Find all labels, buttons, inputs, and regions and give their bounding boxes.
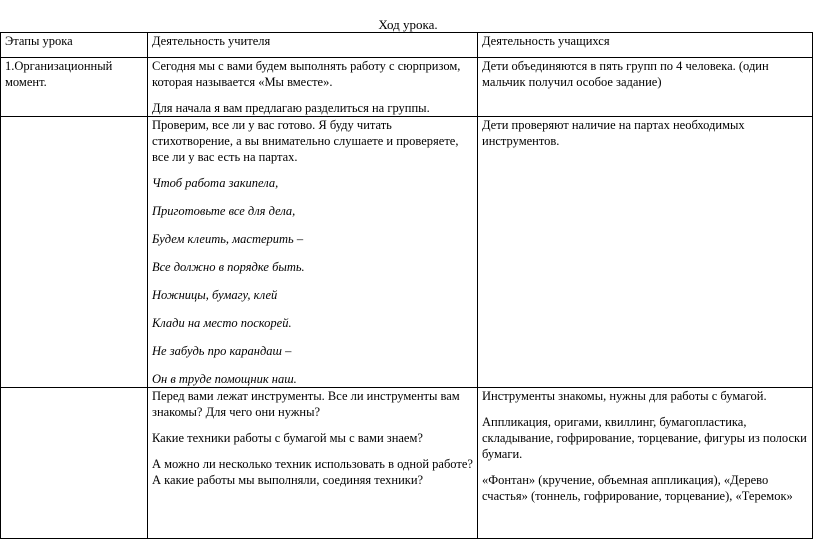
student-activity-cell bbox=[478, 58, 813, 117]
stage-text: 1.Организационный момент. bbox=[5, 59, 113, 89]
student-text: «Фонтан» (кручение, объемная аппликация), «Дерево счастья» (тоннель, гофрирование, торцевание), «Теремок» bbox=[482, 473, 793, 503]
table-row bbox=[1, 388, 813, 539]
poem-line: Ножницы, бумагу, клей bbox=[152, 288, 278, 302]
stage-cell bbox=[1, 117, 148, 388]
table-row bbox=[1, 117, 813, 388]
stage-cell bbox=[1, 58, 148, 117]
header-student-activity: Деятельность учащихся bbox=[478, 33, 813, 58]
student-activity-cell bbox=[478, 388, 813, 539]
teacher-text: Для начала я вам предлагаю разделиться на группы. bbox=[152, 101, 430, 115]
poem-line: Не забудь про карандаш – bbox=[152, 344, 292, 358]
table-row bbox=[1, 58, 813, 117]
stage-cell bbox=[1, 388, 148, 539]
student-text: Аппликация, оригами, квиллинг, бумагопластика, складывание, гофрирование, торцевание, фигуры из полоски бумаги. bbox=[482, 415, 807, 461]
teacher-text: Перед вами лежат инструменты. Все ли инструменты вам знакомы? Для чего они нужны? bbox=[152, 389, 460, 419]
teacher-text: Проверим, все ли у вас готово. Я буду читать стихотворение, а вы внимательно слушаете и проверяете, все ли у вас есть на партах. bbox=[152, 118, 459, 164]
student-text: Дети проверяют наличие на партах необходимых инструментов. bbox=[482, 118, 745, 148]
lesson-plan-table bbox=[0, 32, 813, 539]
header-stages: Этапы урока bbox=[1, 33, 148, 58]
table-header-row bbox=[1, 33, 813, 58]
poem-line: Клади на место поскорей. bbox=[152, 316, 292, 330]
student-text: Дети объединяются в пять групп по 4 человека. (один мальчик получил особое задание) bbox=[482, 59, 769, 89]
header-teacher-activity: Деятельность учителя bbox=[148, 33, 478, 58]
teacher-text: Какие техники работы с бумагой мы с вами знаем? bbox=[152, 431, 423, 445]
poem-line: Чтоб работа закипела, bbox=[152, 176, 279, 190]
teacher-activity-cell bbox=[148, 58, 478, 117]
poem-line: Все должно в порядке быть. bbox=[152, 260, 305, 274]
document-title: Ход урока. bbox=[378, 17, 438, 32]
poem-line: Приготовьте все для дела, bbox=[152, 204, 296, 218]
poem-line: Будем клеить, мастерить – bbox=[152, 232, 304, 246]
poem-line: Он в труде помощник наш. bbox=[152, 372, 297, 386]
teacher-activity-cell bbox=[148, 388, 478, 539]
student-text: Инструменты знакомы, нужны для работы с бумагой. bbox=[482, 389, 767, 403]
teacher-activity-cell bbox=[148, 117, 478, 388]
teacher-text: А можно ли несколько техник использовать в одной работе? А какие работы мы выполняли, соединяя техники? bbox=[152, 457, 473, 487]
student-activity-cell bbox=[478, 117, 813, 388]
teacher-text: Сегодня мы с вами будем выполнять работу с сюрпризом, которая называется «Мы вместе». bbox=[152, 59, 461, 89]
